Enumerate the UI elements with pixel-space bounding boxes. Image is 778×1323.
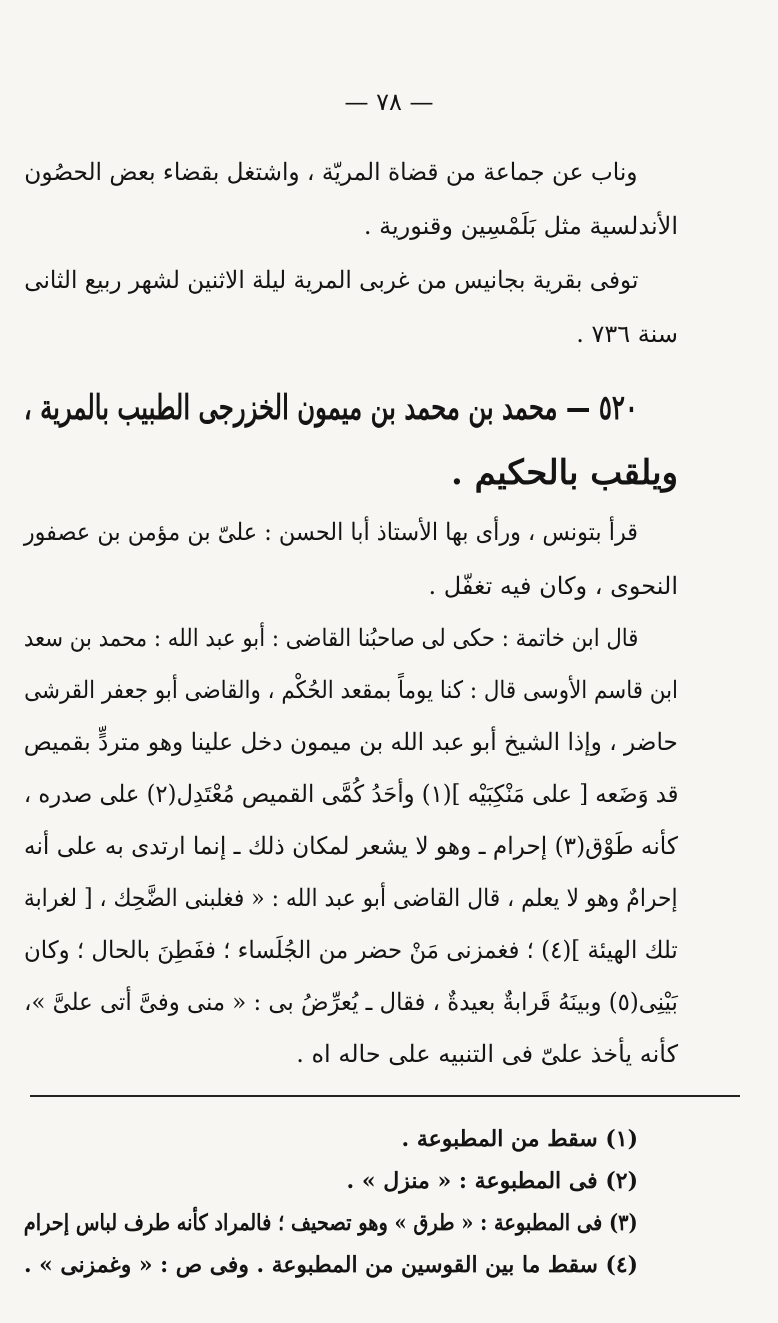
footnote-3: (٣) فى المطبوعة : « طرق » وهو تصحيف ؛ فالمراد كأنه طرف لباس إحرام bbox=[24, 1210, 638, 1236]
text-line-5: حاضر ، وإذا الشيخ أبو عبد الله بن ميمون دخل علينا وهو متردٍّ بقميص bbox=[23, 728, 678, 756]
text-line-7: كأنه طَوْق(٣) إحرام ـ وهو لا يشعر لمكان ذلك ـ إنما ارتدى به على أنه bbox=[24, 832, 678, 860]
entry-heading-line-2: ويلقب بالحكيم . bbox=[450, 453, 678, 493]
footnote-1: (١) سقط من المطبوعة . bbox=[401, 1126, 638, 1152]
page-number: — ٧٨ — bbox=[344, 88, 434, 116]
entry-heading-line-1: ٥٢٠ — محمد بن محمد بن ميمون الخزرجى الطبيب بالمرية ، bbox=[23, 388, 638, 428]
body-line-3: توفى بقرية بجانيس من غربى المرية ليلة الاثنين لشهر ربيع الثانى bbox=[23, 266, 638, 294]
footnote-2: (٢) فى المطبوعة : « منزل » . bbox=[346, 1168, 638, 1194]
text-line-6: قد وَضَعه [ على مَنْكِبَيْه ](١) وأحَدُ كُمَّى القميص مُعْتَدِل(٢) على صدره ، bbox=[23, 780, 678, 808]
body-line-4: سنة ٧٣٦ . bbox=[576, 320, 678, 348]
text-line-11: كأنه يأخذ علىّ فى التنبيه على حاله اه . bbox=[296, 1040, 678, 1068]
text-line-9: تلك الهيئة ](٤) ؛ فغمزنى مَنْ حضر من الجُلَساء ؛ ففَطِنَ بالحال ؛ وكان bbox=[24, 936, 678, 964]
body-line-1: وناب عن جماعة من قضاة المريّة ، واشتغل بقضاء بعض الحصُون bbox=[24, 158, 638, 186]
footnote-divider bbox=[30, 1095, 740, 1097]
text-line-8: إحرامٌ وهو لا يعلم ، قال القاضى أبو عبد الله : « فغلبنى الضَّحِك ، [ لغرابة bbox=[24, 884, 678, 912]
text-line-10: بَيْنِى(٥) وبينَهُ قَرابةٌ بعيدةٌ ، فقال ـ يُعرِّضُ بى : « منى وفىَّ أتى علىَّ »، bbox=[24, 988, 678, 1016]
text-line-4: ابن قاسم الأوسى قال : كنا يوماً بمقعد الحُكْم ، والقاضى أبو جعفر القرشى bbox=[24, 676, 678, 704]
text-line-2: النحوى ، وكان فيه تغفّل . bbox=[428, 572, 678, 600]
footnote-4: (٤) سقط ما بين القوسين من المطبوعة . وفى ص : « وغمزنى » . bbox=[23, 1252, 638, 1278]
text-line-1: قرأ بتونس ، ورأى بها الأستاذ أبا الحسن : علىّ بن مؤمن بن عصفور bbox=[23, 518, 638, 546]
text-line-3: قال ابن خاتمة : حكى لى صاحبُنا القاضى : أبو عبد الله : محمد بن سعد bbox=[23, 624, 638, 652]
body-line-2: الأندلسية مثل بَلَمْسِين وقنورية . bbox=[363, 212, 678, 240]
